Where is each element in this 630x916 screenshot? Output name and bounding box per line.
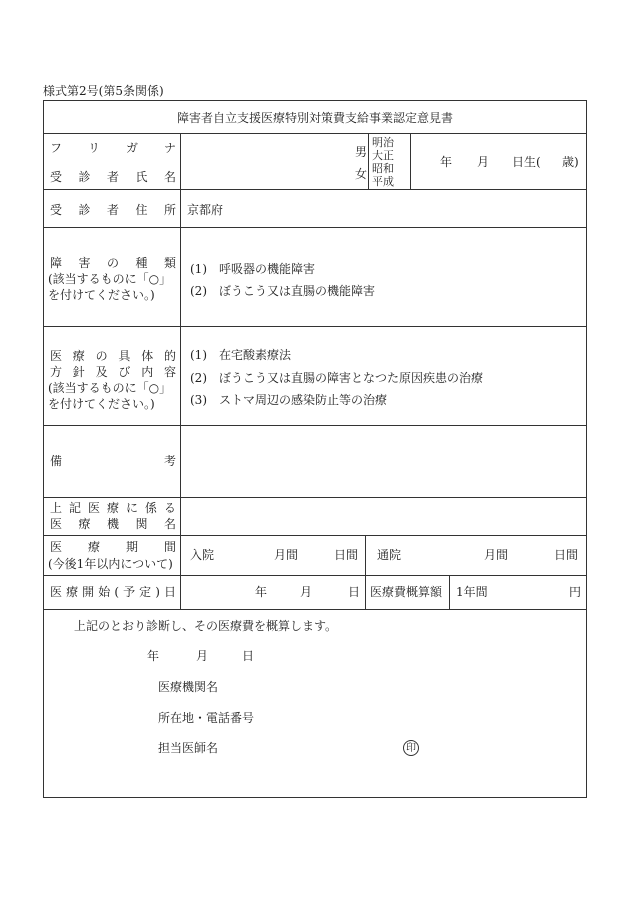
period-divider	[365, 535, 366, 575]
patient-name-label: 受 診 者 氏 名	[50, 170, 176, 184]
row-divider	[44, 326, 586, 327]
outpatient-days[interactable]: 日間	[554, 548, 579, 562]
gender-divider	[368, 133, 369, 189]
institution-label: 医 療 機 関 名	[50, 517, 176, 531]
treatment-instruction: (該当するものに「○」	[48, 381, 172, 395]
institution-name-label: 医療機関名	[158, 680, 219, 694]
start-date-divider	[365, 575, 366, 609]
label-column-divider	[180, 133, 181, 609]
cost-period: 1年間	[456, 585, 488, 599]
treatment-option[interactable]: (3) ストマ周辺の感染防止等の治療	[190, 393, 387, 407]
birth-day-label: 日生(	[512, 155, 541, 169]
treatment-label: 方 針 及 び 内 容	[50, 365, 176, 379]
form-id: 様式第2号(第5条関係)	[43, 84, 164, 98]
disability-option[interactable]: (2) ぼうこう又は直腸の機能障害	[190, 284, 375, 298]
disability-instruction: (該当するものに「○」	[48, 272, 172, 286]
era-divider	[410, 133, 411, 189]
remarks-field[interactable]	[181, 426, 585, 496]
address-label: 受 診 者 住 所	[50, 203, 176, 217]
outpatient-label: 通院	[377, 548, 402, 562]
period-note: (今後1年以内について)	[48, 557, 173, 571]
seal-icon: 印	[403, 740, 419, 756]
start-month[interactable]: 月	[300, 585, 313, 599]
row-divider	[44, 609, 586, 610]
patient-name-field[interactable]	[181, 134, 366, 188]
cost-divider	[449, 575, 450, 609]
declaration-statement: 上記のとおり診断し、その医療費を概算します。	[74, 619, 338, 633]
era-meiji[interactable]: 明治	[372, 136, 394, 149]
furigana-label: フ リ ガ ナ	[50, 141, 176, 155]
form-table	[43, 100, 587, 798]
era-taisho[interactable]: 大正	[372, 149, 394, 162]
period-label: 医 療 期 間	[50, 540, 176, 554]
disability-option[interactable]: (1) 呼吸器の機能障害	[190, 262, 315, 276]
treatment-option[interactable]: (2) ぼうこう又は直腸の障害となつた原因疾患の治療	[190, 371, 484, 385]
row-divider	[44, 189, 586, 190]
institution-field[interactable]	[181, 498, 585, 534]
era-heisei[interactable]: 平成	[372, 175, 394, 188]
gender-female[interactable]: 女	[355, 167, 368, 181]
treatment-instruction: を付けてください。)	[48, 397, 155, 411]
birth-year-label: 年	[440, 155, 453, 169]
declaration-day[interactable]: 日	[242, 649, 255, 663]
inpatient-days[interactable]: 日間	[334, 548, 359, 562]
outpatient-months[interactable]: 月間	[484, 548, 509, 562]
cost-unit[interactable]: 円	[569, 585, 582, 599]
birth-month-label: 月	[477, 155, 490, 169]
age-label: 歳)	[562, 155, 579, 169]
treatment-label: 医 療 の 具 体 的	[50, 349, 176, 363]
disability-label: 障 害 の 種 類	[50, 256, 176, 270]
cost-label: 医療費概算額	[370, 585, 443, 599]
declaration-year[interactable]: 年	[147, 649, 160, 663]
era-showa[interactable]: 昭和	[372, 162, 394, 175]
row-divider	[44, 535, 586, 536]
start-date-label: 医 療 開 始 ( 予 定 ) 日	[50, 585, 176, 599]
gender-male[interactable]: 男	[355, 145, 368, 159]
remarks-label: 備 考	[50, 454, 176, 468]
address-phone-label: 所在地・電話番号	[158, 711, 255, 725]
address-value[interactable]: 京都府	[187, 203, 224, 217]
treatment-option[interactable]: (1) 在宅酸素療法	[190, 348, 291, 362]
start-day[interactable]: 日	[348, 585, 361, 599]
row-divider	[44, 575, 586, 576]
declaration-month[interactable]: 月	[196, 649, 209, 663]
disability-instruction: を付けてください。)	[48, 288, 155, 302]
inpatient-label: 入院	[190, 548, 215, 562]
start-year[interactable]: 年	[255, 585, 268, 599]
doctor-name-label: 担当医師名	[158, 741, 219, 755]
inpatient-months[interactable]: 月間	[274, 548, 299, 562]
row-divider	[44, 227, 586, 228]
institution-label: 上 記 医 療 に 係 る	[50, 501, 176, 515]
form-title: 障害者自立支援医療特別対策費支給事業認定意見書	[176, 111, 453, 125]
